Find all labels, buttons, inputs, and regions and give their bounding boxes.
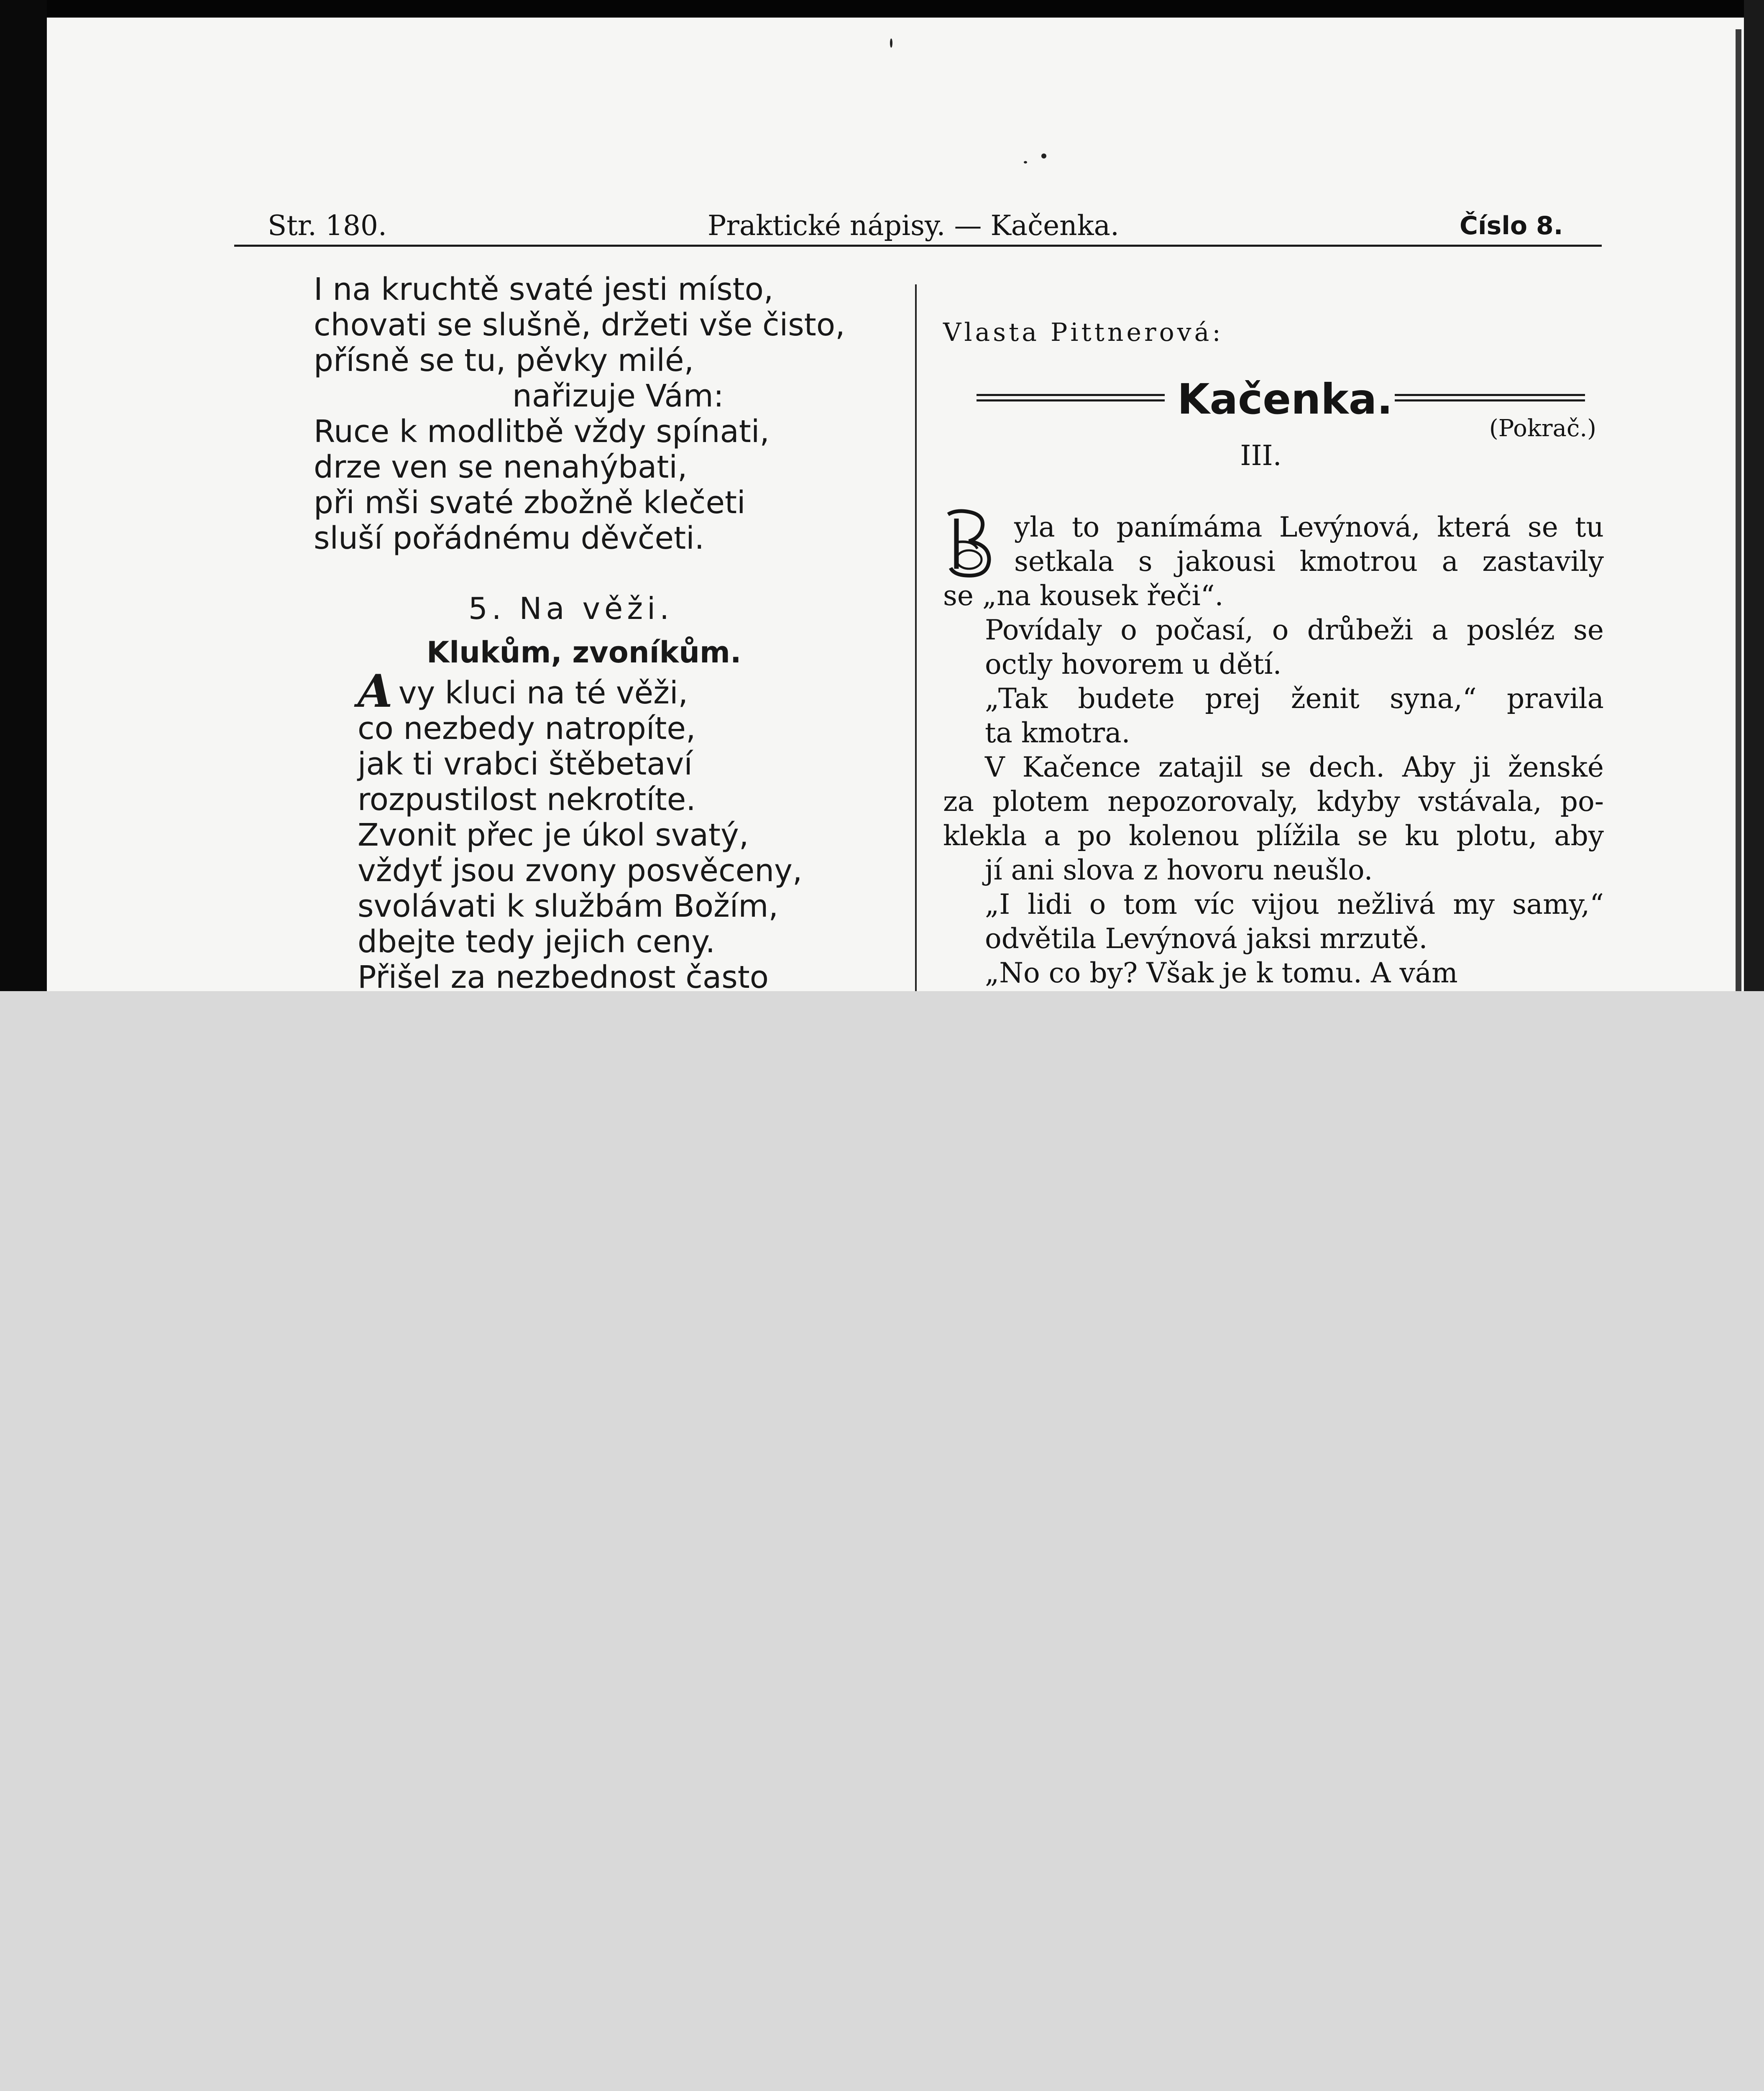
poem-line: chovati se slušně, držeti vše čisto,: [314, 307, 845, 343]
story-line: „No co by? Však je k tomu. A vám: [985, 957, 1458, 989]
running-title: Praktické nápisy. — Kačenka.: [708, 210, 1119, 242]
section-subtitle: Klukům, zvoníkům.: [427, 635, 741, 670]
poem-line: nařizuje Vám:: [512, 378, 724, 414]
column-divider: [915, 284, 917, 991]
title-rule-right: [1395, 394, 1585, 401]
dust-speck: [890, 38, 892, 48]
story-line: odvětila Levýnová jaksi mrzutě.: [985, 923, 1428, 955]
scan-edge-right-shadow: [1736, 29, 1741, 991]
title-rule-left: [977, 394, 1165, 401]
poem-line: [358, 665, 891, 718]
story-line: Povídaly o počasí, o drůbeži a posléz se: [985, 614, 1604, 646]
poem-line: Přišel za nezbednost často: [358, 959, 769, 991]
poem-line: svolávati k službám Božím,: [358, 888, 778, 924]
page-number: Str. 180.: [268, 210, 387, 242]
scan-edge-left: [0, 0, 47, 991]
story-line: za plotem nepozorovaly, kdyby vstávala, po-: [943, 785, 1604, 818]
story-line: setkala s jakousi kmotrou a zastavily: [1014, 545, 1604, 578]
poem-line: při mši svaté zbožně klečeti: [314, 485, 746, 521]
story-line: ta kmotra.: [985, 717, 1130, 749]
continued-note: (Pokrač.): [1489, 415, 1596, 442]
dust-speck: [1041, 153, 1046, 158]
story-line: V Kačence zatajil se dech. Aby ji ženské: [985, 751, 1604, 783]
poem-line: dbejte tedy jejich ceny.: [358, 924, 716, 960]
poem-line: rozpustilost nekrotíte.: [358, 782, 696, 818]
poem-kruchta: [314, 272, 891, 556]
dust-speck: [1024, 161, 1027, 164]
dropcap-b-icon: [940, 506, 1002, 581]
poem-line: jak ti vrabci štěbetaví: [358, 746, 693, 782]
poem-line: I na kruchtě svaté jesti místo,: [314, 271, 774, 307]
poem-line: sluší pořádnému děvčeti.: [314, 520, 705, 556]
left-column: [314, 272, 891, 991]
running-head: [234, 206, 1602, 246]
poem-line: přísně se tu, pěvky milé,: [314, 343, 694, 378]
poem-line: drze ven se nenahýbati,: [314, 449, 688, 485]
scan-edge-right: [1744, 0, 1764, 991]
story-line: „Tak budete prej ženit syna,“ pravila: [985, 683, 1604, 715]
story-author: Vlasta Pittnerová:: [943, 318, 1224, 347]
ornate-initial: A: [358, 665, 393, 718]
header-rule: [234, 245, 1602, 247]
story-title: Kačenka.: [1177, 375, 1393, 424]
poem-line-text: vy kluci na té věži,: [398, 675, 688, 711]
chapter-number: III.: [1240, 440, 1282, 472]
story-line: se „na kousek řeči“.: [943, 580, 1224, 612]
poem-line: co nezbedy natropíte,: [358, 711, 696, 746]
right-column: [943, 309, 1604, 990]
poem-line: Ruce k modlitbě vždy spínati,: [314, 414, 770, 450]
poem-line: vždyť jsou zvony posvěceny,: [358, 853, 803, 889]
issue-number: Číslo 8.: [1460, 211, 1563, 240]
story-text: [943, 510, 1604, 990]
story-line: jí ani slova z hovoru neušlo.: [985, 854, 1373, 886]
dropcap-letter: B: [971, 542, 973, 545]
poem-line: Zvonit přec je úkol svatý,: [358, 817, 749, 853]
scanned-page: [0, 0, 1764, 991]
story-line: octly hovorem u dětí.: [985, 648, 1282, 680]
story-line: yla to panímáma Levýnová, která se tu: [1014, 511, 1604, 543]
story-line: „I lidi o tom víc vijou nežlivá my samy,“: [985, 888, 1604, 920]
scan-edge-top: [0, 0, 1764, 18]
story-line: klekla a po kolenou plížila se ku plotu, aby: [943, 820, 1604, 852]
section-heading: 5. Na věži.: [468, 591, 674, 626]
poem-vez: [314, 665, 891, 991]
